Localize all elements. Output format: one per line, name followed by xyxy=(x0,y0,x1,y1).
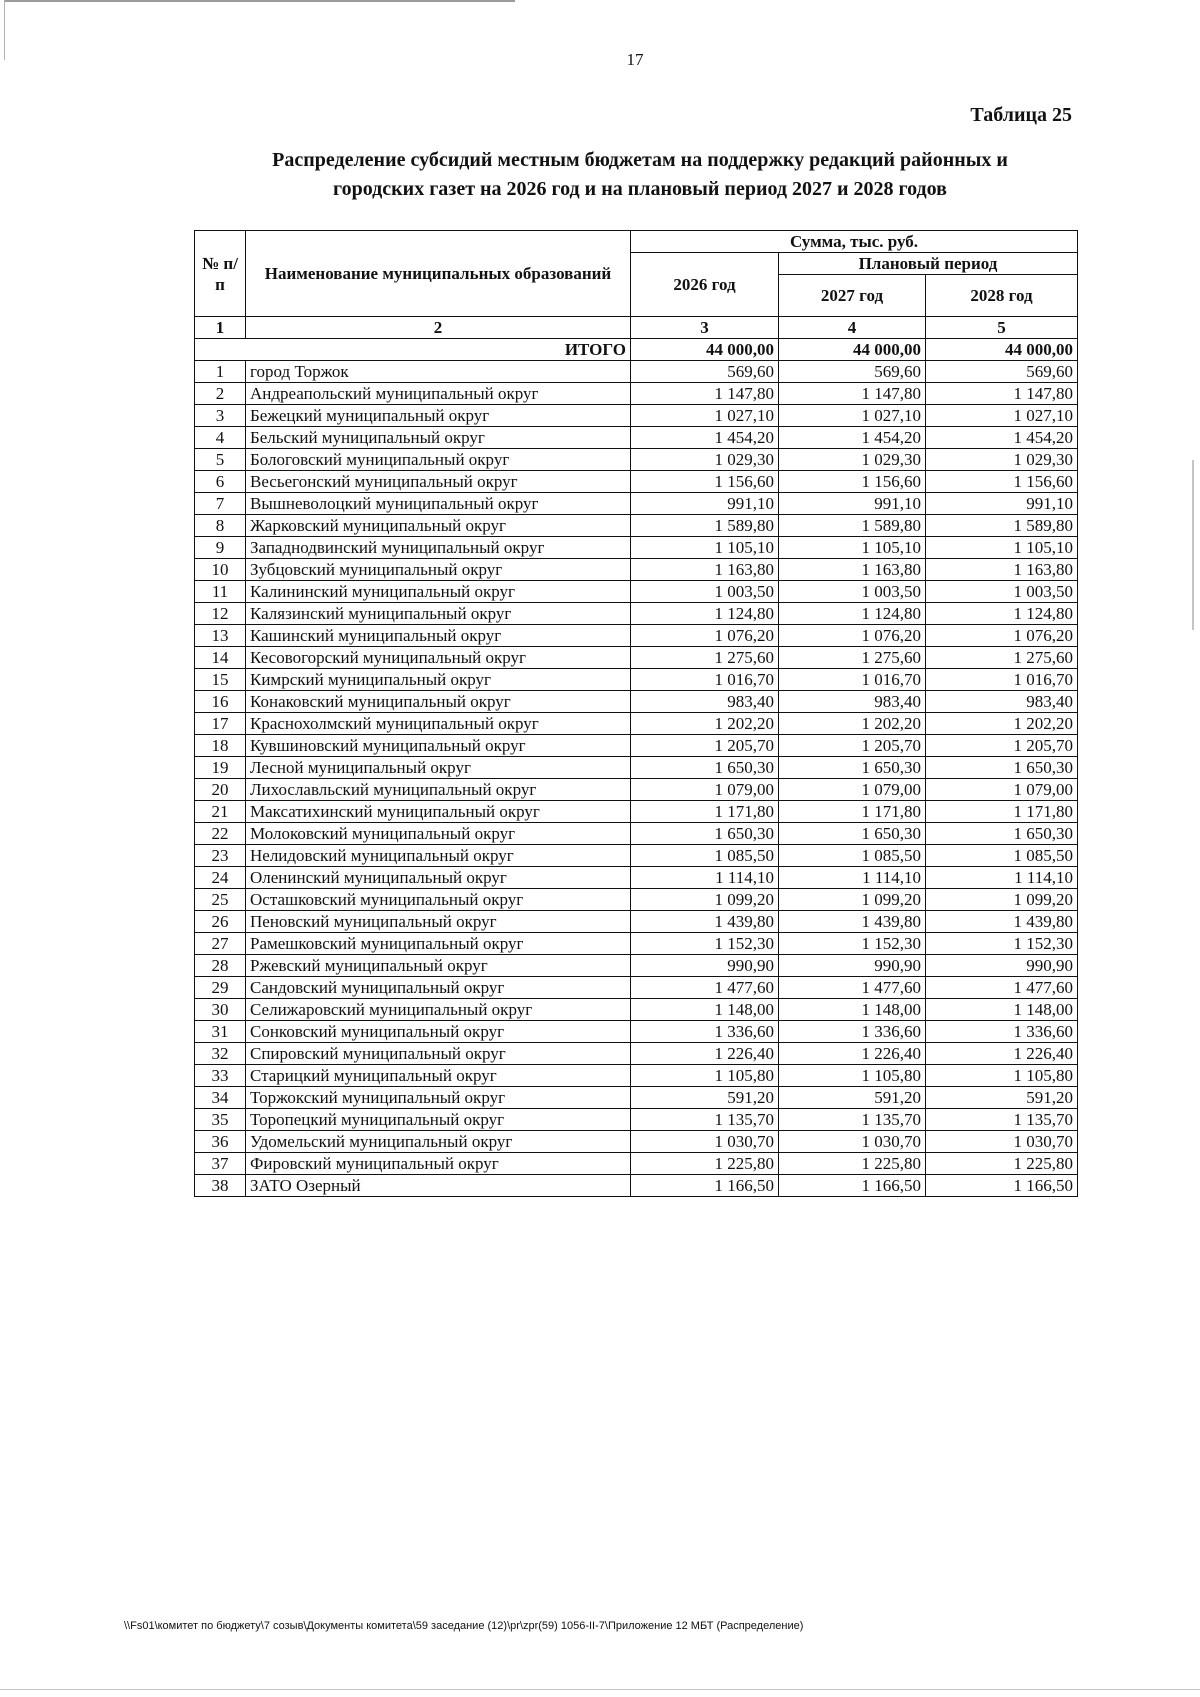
value-2027: 1 650,30 xyxy=(779,823,926,845)
municipality-name: Весьегонский муниципальный округ xyxy=(246,471,631,493)
table-row xyxy=(195,779,1078,801)
municipality-name: Кувшиновский муниципальный округ xyxy=(246,735,631,757)
value-2026: 591,20 xyxy=(631,1087,779,1109)
table-row xyxy=(195,955,1078,977)
row-number: 36 xyxy=(195,1131,246,1153)
value-2027: 1 477,60 xyxy=(779,977,926,999)
value-2027: 1 114,10 xyxy=(779,867,926,889)
value-2026: 1 003,50 xyxy=(631,581,779,603)
municipality-name: Молоковский муниципальный округ xyxy=(246,823,631,845)
value-2028: 1 166,50 xyxy=(926,1175,1078,1197)
value-2027: 1 156,60 xyxy=(779,471,926,493)
value-2028: 1 114,10 xyxy=(926,867,1078,889)
value-2028: 1 202,20 xyxy=(926,713,1078,735)
value-2027: 1 202,20 xyxy=(779,713,926,735)
value-2027: 1 226,40 xyxy=(779,1043,926,1065)
value-2028: 1 147,80 xyxy=(926,383,1078,405)
row-number: 22 xyxy=(195,823,246,845)
municipality-name: Зубцовский муниципальный округ xyxy=(246,559,631,581)
value-2027: 1 650,30 xyxy=(779,757,926,779)
column-number: 4 xyxy=(779,317,926,339)
value-2027: 1 225,80 xyxy=(779,1153,926,1175)
municipality-name: Фировский муниципальный округ xyxy=(246,1153,631,1175)
table-row xyxy=(195,1153,1078,1175)
value-2027: 991,10 xyxy=(779,493,926,515)
row-number: 17 xyxy=(195,713,246,735)
value-2027: 1 152,30 xyxy=(779,933,926,955)
value-2028: 1 205,70 xyxy=(926,735,1078,757)
value-2026: 1 105,80 xyxy=(631,1065,779,1087)
municipality-name: Осташковский муниципальный округ xyxy=(246,889,631,911)
row-number: 19 xyxy=(195,757,246,779)
row-number: 29 xyxy=(195,977,246,999)
value-2027: 1 454,20 xyxy=(779,427,926,449)
table-row xyxy=(195,537,1078,559)
value-2028: 1 439,80 xyxy=(926,911,1078,933)
municipality-name: Краснохолмский муниципальный округ xyxy=(246,713,631,735)
table-row xyxy=(195,1087,1078,1109)
table-row xyxy=(195,999,1078,1021)
table-row xyxy=(195,933,1078,955)
value-2027: 1 589,80 xyxy=(779,515,926,537)
row-number: 23 xyxy=(195,845,246,867)
table-row xyxy=(195,757,1078,779)
table-row xyxy=(195,691,1078,713)
municipality-name: Калининский муниципальный округ xyxy=(246,581,631,603)
table-row xyxy=(195,911,1078,933)
value-2027: 591,20 xyxy=(779,1087,926,1109)
value-2028: 1 030,70 xyxy=(926,1131,1078,1153)
row-number: 31 xyxy=(195,1021,246,1043)
value-2028: 1 105,10 xyxy=(926,537,1078,559)
value-2026: 1 439,80 xyxy=(631,911,779,933)
value-2027: 1 124,80 xyxy=(779,603,926,625)
table-row xyxy=(195,669,1078,691)
value-2028: 991,10 xyxy=(926,493,1078,515)
value-2027: 1 166,50 xyxy=(779,1175,926,1197)
municipality-name: Удомельский муниципальный округ xyxy=(246,1131,631,1153)
row-number: 24 xyxy=(195,867,246,889)
row-number: 30 xyxy=(195,999,246,1021)
value-2027: 1 079,00 xyxy=(779,779,926,801)
title-line-2: городских газет на 2026 год и на плановый период 2027 и 2028 годов xyxy=(333,178,947,200)
value-2028: 1 016,70 xyxy=(926,669,1078,691)
table-row xyxy=(195,713,1078,735)
value-2028: 983,40 xyxy=(926,691,1078,713)
municipality-name: Калязинский муниципальный округ xyxy=(246,603,631,625)
row-number: 27 xyxy=(195,933,246,955)
row-number: 18 xyxy=(195,735,246,757)
municipality-name: Селижаровский муниципальный округ xyxy=(246,999,631,1021)
scan-edge-line xyxy=(0,1689,1200,1690)
table-row xyxy=(195,603,1078,625)
total-2026: 44 000,00 xyxy=(631,339,779,361)
municipality-name: Жарковский муниципальный округ xyxy=(246,515,631,537)
value-2028: 1 171,80 xyxy=(926,801,1078,823)
row-number: 12 xyxy=(195,603,246,625)
value-2027: 990,90 xyxy=(779,955,926,977)
table-row xyxy=(195,427,1078,449)
row-number: 3 xyxy=(195,405,246,427)
row-number: 7 xyxy=(195,493,246,515)
municipality-name: Андреапольский муниципальный округ xyxy=(246,383,631,405)
header-number: № п/п xyxy=(195,231,246,317)
row-number: 33 xyxy=(195,1065,246,1087)
value-2028: 1 135,70 xyxy=(926,1109,1078,1131)
value-2026: 1 275,60 xyxy=(631,647,779,669)
value-2027: 1 163,80 xyxy=(779,559,926,581)
value-2028: 1 477,60 xyxy=(926,977,1078,999)
row-number: 34 xyxy=(195,1087,246,1109)
table-row xyxy=(195,1065,1078,1087)
file-path-footer: \\Fs01\комитет по бюджету\7 созыв\Документы комитета\59 заседание (12)\pr\zpr(59) 1056-II-7\Приложение 12 МБТ (Распределение) xyxy=(124,1620,804,1632)
municipality-name: Кесовогорский муниципальный округ xyxy=(246,647,631,669)
municipality-name: Кашинский муниципальный округ xyxy=(246,625,631,647)
value-2026: 1 016,70 xyxy=(631,669,779,691)
table-row xyxy=(195,889,1078,911)
header-plan-period: Плановый период xyxy=(779,253,1078,275)
column-number: 1 xyxy=(195,317,246,339)
municipality-name: Пеновский муниципальный округ xyxy=(246,911,631,933)
municipality-name: Сонковский муниципальный округ xyxy=(246,1021,631,1043)
value-2028: 1 029,30 xyxy=(926,449,1078,471)
value-2028: 1 275,60 xyxy=(926,647,1078,669)
table-row xyxy=(195,405,1078,427)
value-2027: 1 336,60 xyxy=(779,1021,926,1043)
row-number: 16 xyxy=(195,691,246,713)
table-row xyxy=(195,735,1078,757)
municipality-name: Максатихинский муниципальный округ xyxy=(246,801,631,823)
row-number: 4 xyxy=(195,427,246,449)
total-2028: 44 000,00 xyxy=(926,339,1078,361)
value-2026: 990,90 xyxy=(631,955,779,977)
subsidy-distribution-table xyxy=(194,230,1078,1197)
value-2026: 991,10 xyxy=(631,493,779,515)
value-2026: 983,40 xyxy=(631,691,779,713)
value-2026: 1 114,10 xyxy=(631,867,779,889)
table-row xyxy=(195,493,1078,515)
table-row xyxy=(195,383,1078,405)
total-2027: 44 000,00 xyxy=(779,339,926,361)
value-2026: 1 135,70 xyxy=(631,1109,779,1131)
title-line-1: Распределение субсидий местным бюджетам на поддержку редакций районных и xyxy=(272,149,1008,171)
municipality-name: Торопецкий муниципальный округ xyxy=(246,1109,631,1131)
municipality-name: Лихославльский муниципальный округ xyxy=(246,779,631,801)
municipality-name: Спировский муниципальный округ xyxy=(246,1043,631,1065)
row-number: 38 xyxy=(195,1175,246,1197)
value-2027: 1 105,10 xyxy=(779,537,926,559)
scan-edge-line xyxy=(1192,460,1194,630)
total-label: ИТОГО xyxy=(195,339,631,361)
table-row xyxy=(195,1131,1078,1153)
value-2027: 1 275,60 xyxy=(779,647,926,669)
total-row xyxy=(195,339,1078,361)
value-2028: 591,20 xyxy=(926,1087,1078,1109)
document-title xyxy=(200,146,1080,204)
value-2028: 1 650,30 xyxy=(926,757,1078,779)
value-2027: 1 003,50 xyxy=(779,581,926,603)
value-2026: 1 152,30 xyxy=(631,933,779,955)
value-2028: 1 003,50 xyxy=(926,581,1078,603)
value-2026: 1 166,50 xyxy=(631,1175,779,1197)
value-2028: 1 105,80 xyxy=(926,1065,1078,1087)
value-2027: 1 099,20 xyxy=(779,889,926,911)
municipality-name: Бельский муниципальный округ xyxy=(246,427,631,449)
value-2028: 1 336,60 xyxy=(926,1021,1078,1043)
value-2028: 1 152,30 xyxy=(926,933,1078,955)
value-2027: 1 030,70 xyxy=(779,1131,926,1153)
value-2026: 1 030,70 xyxy=(631,1131,779,1153)
value-2026: 1 105,10 xyxy=(631,537,779,559)
row-number: 20 xyxy=(195,779,246,801)
row-number: 6 xyxy=(195,471,246,493)
value-2027: 1 439,80 xyxy=(779,911,926,933)
value-2028: 1 099,20 xyxy=(926,889,1078,911)
row-number: 13 xyxy=(195,625,246,647)
row-number: 25 xyxy=(195,889,246,911)
municipality-name: Сандовский муниципальный округ xyxy=(246,977,631,999)
municipality-name: Оленинский муниципальный округ xyxy=(246,867,631,889)
table-row xyxy=(195,867,1078,889)
value-2028: 1 079,00 xyxy=(926,779,1078,801)
value-2026: 1 650,30 xyxy=(631,757,779,779)
value-2026: 1 027,10 xyxy=(631,405,779,427)
municipality-name: Торжокский муниципальный округ xyxy=(246,1087,631,1109)
table-row xyxy=(195,581,1078,603)
municipality-name: город Торжок xyxy=(246,361,631,383)
value-2028: 1 454,20 xyxy=(926,427,1078,449)
municipality-name: Конаковский муниципальный округ xyxy=(246,691,631,713)
value-2027: 1 171,80 xyxy=(779,801,926,823)
value-2027: 1 205,70 xyxy=(779,735,926,757)
row-number: 21 xyxy=(195,801,246,823)
value-2027: 1 147,80 xyxy=(779,383,926,405)
value-2026: 1 225,80 xyxy=(631,1153,779,1175)
table-row xyxy=(195,471,1078,493)
municipality-name: Кимрский муниципальный округ xyxy=(246,669,631,691)
table-row xyxy=(195,1109,1078,1131)
table-row xyxy=(195,801,1078,823)
value-2028: 1 156,60 xyxy=(926,471,1078,493)
municipality-name: ЗАТО Озерный xyxy=(246,1175,631,1197)
value-2028: 1 226,40 xyxy=(926,1043,1078,1065)
value-2026: 1 076,20 xyxy=(631,625,779,647)
value-2026: 1 085,50 xyxy=(631,845,779,867)
value-2026: 1 171,80 xyxy=(631,801,779,823)
value-2026: 1 079,00 xyxy=(631,779,779,801)
value-2028: 1 225,80 xyxy=(926,1153,1078,1175)
value-2028: 1 650,30 xyxy=(926,823,1078,845)
table-row xyxy=(195,823,1078,845)
header-sum: Сумма, тыс. руб. xyxy=(631,231,1078,253)
row-number: 10 xyxy=(195,559,246,581)
value-2028: 569,60 xyxy=(926,361,1078,383)
value-2027: 1 029,30 xyxy=(779,449,926,471)
value-2026: 1 477,60 xyxy=(631,977,779,999)
value-2026: 1 148,00 xyxy=(631,999,779,1021)
value-2027: 1 148,00 xyxy=(779,999,926,1021)
row-number: 32 xyxy=(195,1043,246,1065)
value-2026: 1 202,20 xyxy=(631,713,779,735)
municipality-name: Западнодвинский муниципальный округ xyxy=(246,537,631,559)
scan-edge-line xyxy=(5,0,515,2)
column-number: 3 xyxy=(631,317,779,339)
table-row xyxy=(195,449,1078,471)
municipality-name: Старицкий муниципальный округ xyxy=(246,1065,631,1087)
row-number: 11 xyxy=(195,581,246,603)
value-2027: 1 135,70 xyxy=(779,1109,926,1131)
municipality-name: Бежецкий муниципальный округ xyxy=(246,405,631,427)
value-2027: 1 085,50 xyxy=(779,845,926,867)
municipality-name: Бологовский муниципальный округ xyxy=(246,449,631,471)
table-row xyxy=(195,515,1078,537)
page-number: 17 xyxy=(626,50,644,69)
table-row xyxy=(195,1043,1078,1065)
row-number: 28 xyxy=(195,955,246,977)
value-2028: 1 589,80 xyxy=(926,515,1078,537)
value-2028: 1 027,10 xyxy=(926,405,1078,427)
column-numbers-row xyxy=(195,317,1078,339)
value-2027: 569,60 xyxy=(779,361,926,383)
row-number: 14 xyxy=(195,647,246,669)
value-2028: 1 076,20 xyxy=(926,625,1078,647)
value-2026: 1 163,80 xyxy=(631,559,779,581)
row-number: 2 xyxy=(195,383,246,405)
municipality-name: Рамешковский муниципальный округ xyxy=(246,933,631,955)
header-2028: 2028 год xyxy=(926,275,1078,317)
value-2026: 1 029,30 xyxy=(631,449,779,471)
value-2026: 1 099,20 xyxy=(631,889,779,911)
table-label: Таблица 25 xyxy=(970,104,1072,126)
header-2026: 2026 год xyxy=(631,253,779,317)
row-number: 37 xyxy=(195,1153,246,1175)
table-row xyxy=(195,559,1078,581)
municipality-name: Лесной муниципальный округ xyxy=(246,757,631,779)
value-2026: 1 156,60 xyxy=(631,471,779,493)
value-2026: 1 589,80 xyxy=(631,515,779,537)
row-number: 9 xyxy=(195,537,246,559)
row-number: 8 xyxy=(195,515,246,537)
value-2026: 1 124,80 xyxy=(631,603,779,625)
table-row xyxy=(195,1175,1078,1197)
table-row xyxy=(195,361,1078,383)
table-row xyxy=(195,845,1078,867)
row-number: 35 xyxy=(195,1109,246,1131)
row-number: 5 xyxy=(195,449,246,471)
header-name: Наименование муниципальных образований xyxy=(246,231,631,317)
value-2026: 1 454,20 xyxy=(631,427,779,449)
value-2026: 1 226,40 xyxy=(631,1043,779,1065)
value-2028: 1 148,00 xyxy=(926,999,1078,1021)
table-row xyxy=(195,625,1078,647)
value-2027: 1 016,70 xyxy=(779,669,926,691)
column-number: 2 xyxy=(246,317,631,339)
value-2027: 1 076,20 xyxy=(779,625,926,647)
value-2027: 1 105,80 xyxy=(779,1065,926,1087)
value-2027: 983,40 xyxy=(779,691,926,713)
table-row xyxy=(195,1021,1078,1043)
municipality-name: Вышневолоцкий муниципальный округ xyxy=(246,493,631,515)
value-2026: 1 336,60 xyxy=(631,1021,779,1043)
municipality-name: Нелидовский муниципальный округ xyxy=(246,845,631,867)
table-row xyxy=(195,647,1078,669)
value-2028: 1 085,50 xyxy=(926,845,1078,867)
value-2026: 1 147,80 xyxy=(631,383,779,405)
value-2028: 1 124,80 xyxy=(926,603,1078,625)
municipality-name: Ржевский муниципальный округ xyxy=(246,955,631,977)
value-2027: 1 027,10 xyxy=(779,405,926,427)
value-2028: 990,90 xyxy=(926,955,1078,977)
header-2027: 2027 год xyxy=(779,275,926,317)
value-2026: 569,60 xyxy=(631,361,779,383)
row-number: 26 xyxy=(195,911,246,933)
value-2028: 1 163,80 xyxy=(926,559,1078,581)
value-2026: 1 205,70 xyxy=(631,735,779,757)
row-number: 15 xyxy=(195,669,246,691)
table-row xyxy=(195,977,1078,999)
column-number: 5 xyxy=(926,317,1078,339)
value-2026: 1 650,30 xyxy=(631,823,779,845)
row-number: 1 xyxy=(195,361,246,383)
